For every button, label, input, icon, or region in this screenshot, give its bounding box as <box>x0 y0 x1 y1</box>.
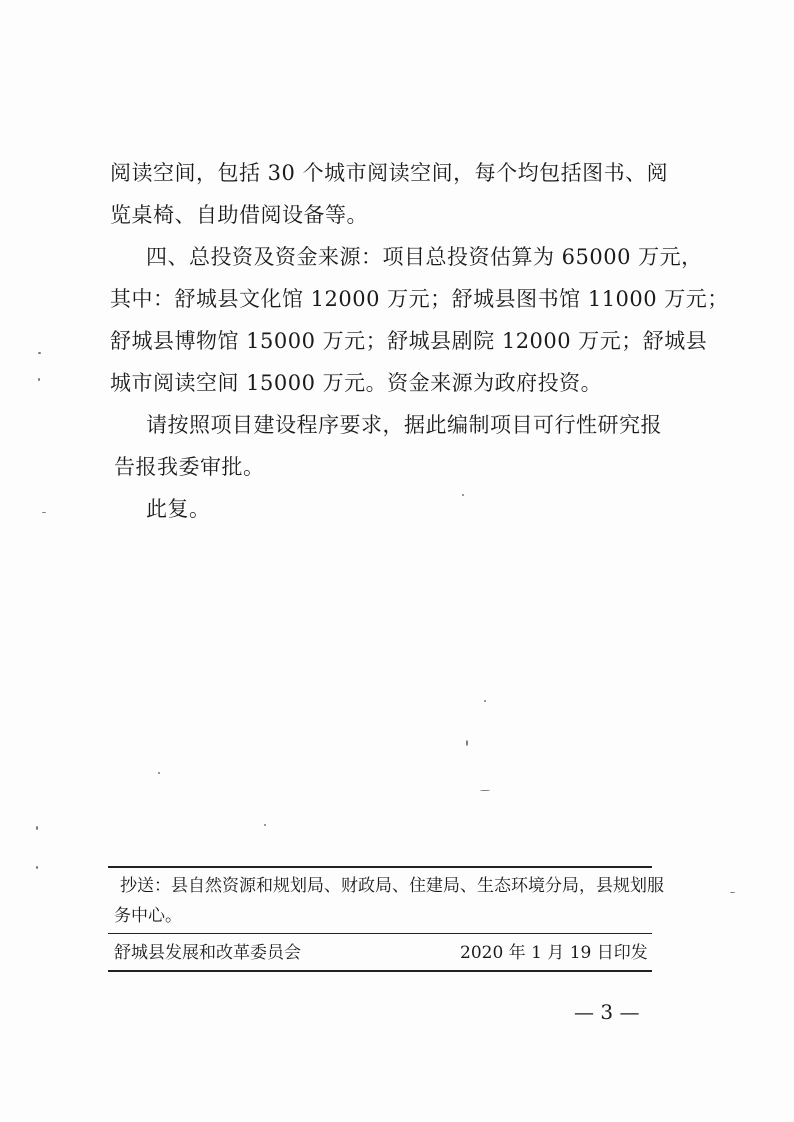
scan-speck <box>264 824 266 826</box>
body-line-8: 告报我委审批。 <box>114 455 265 479</box>
cc-line-2: 务中心。 <box>114 906 182 926</box>
body-line-1: 阅读空间，包括 30 个城市阅读空间，每个均包括图书、阅 <box>110 161 669 185</box>
scan-speck <box>38 352 41 354</box>
scan-speck <box>480 790 490 791</box>
scan-speck <box>158 772 160 774</box>
scan-speck <box>462 494 464 496</box>
scan-speck <box>36 826 38 830</box>
scan-speck <box>36 866 38 869</box>
body-line-5: 舒城县博物馆 15000 万元；舒城县剧院 12000 万元；舒城县 <box>110 329 708 353</box>
scan-speck <box>730 892 735 893</box>
issuer-name: 舒城县发展和改革委员会 <box>114 943 301 963</box>
footer-bottom-rule <box>108 970 652 972</box>
footer-middle-rule <box>108 933 652 934</box>
scan-speck <box>38 378 40 381</box>
page-number: — 3 — <box>574 1000 640 1024</box>
scan-speck <box>466 740 468 746</box>
footer-top-rule <box>108 866 652 868</box>
body-line-4: 其中：舒城县文化馆 12000 万元；舒城县图书馆 11000 万元； <box>110 287 729 311</box>
cc-line-1: 抄送：县自然资源和规划局、财政局、住建局、生态环境分局，县规划服 <box>120 876 664 896</box>
body-line-2: 览桌椅、自助借阅设备等。 <box>110 203 368 227</box>
closing-line: 此复。 <box>146 497 211 521</box>
body-line-7: 请按照项目建设程序要求，据此编制项目可行性研究报 <box>146 413 662 437</box>
body-line-3: 四、总投资及资金来源：项目总投资估算为 65000 万元， <box>146 245 703 269</box>
scan-speck <box>42 512 46 513</box>
scan-speck <box>484 700 486 702</box>
body-line-6: 城市阅读空间 15000 万元。资金来源为政府投资。 <box>110 371 603 395</box>
issue-date: 2020 年 1 月 19 日印发 <box>460 943 648 963</box>
